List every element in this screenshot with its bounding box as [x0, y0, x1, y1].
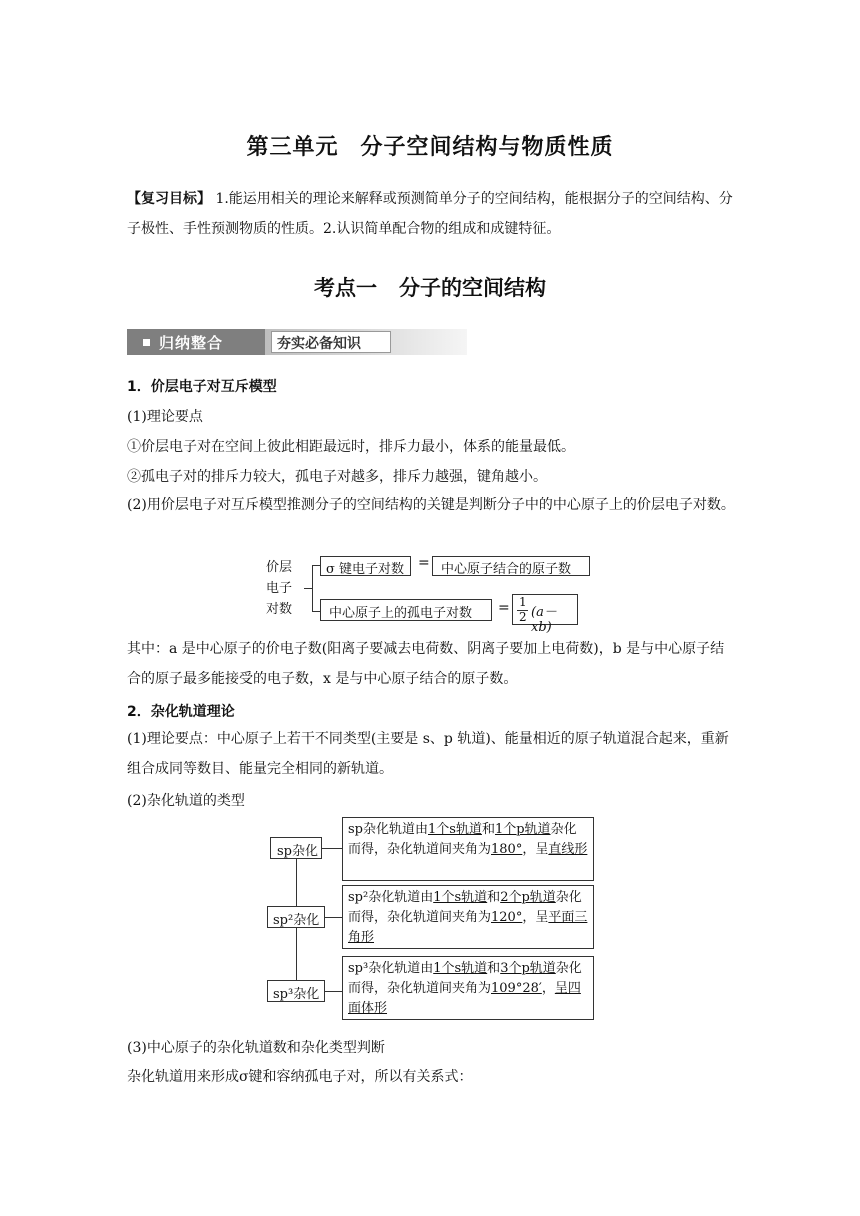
s3-p2: 杂化轨道用来形成σ键和容纳孤电子对，所以有关系式：	[127, 1069, 473, 1085]
title-unit: 第三单元	[246, 135, 339, 160]
s2-p2: (2)杂化轨道的类型	[127, 793, 245, 809]
section-banner	[127, 329, 467, 355]
formula-box	[512, 594, 578, 635]
equals-sign-2: =	[498, 600, 510, 616]
s1-heading: 1．价层电子对互斥模型	[127, 379, 277, 395]
fraction-expression: (a－xb)	[531, 605, 557, 635]
bonded-atoms-box: 中心原子结合的原子数	[432, 556, 590, 576]
s1-p2: ①价层电子对在空间上彼此相距最远时，排斥力最小，体系的能量最低。	[127, 439, 575, 455]
sp-description-box: sp杂化轨道由1个s轨道和1个p轨道杂化而得，杂化轨道间夹角为180°，呈直线形	[342, 817, 594, 881]
sp3-label-box: sp³杂化	[267, 980, 325, 1002]
sigma-bond-pairs-box: σ 键电子对数	[320, 556, 411, 576]
fraction-denominator: 2	[519, 610, 527, 624]
vsepr-diagram	[262, 553, 592, 635]
hybridization-diagram	[266, 815, 596, 1025]
review-label: 【复习目标】	[127, 191, 211, 207]
review-text: 1.能运用相关的理论来解释或预测简单分子的空间结构，能根据分子的空间结构、分子极性、手性预测物质的性质。2.认识简单配合物的组成和成键特征。	[127, 191, 733, 237]
fraction-numerator: 1	[519, 595, 527, 609]
banner-right-label: 夯实必备知识	[277, 336, 361, 352]
sp-label-box: sp杂化	[270, 837, 322, 859]
sp2-label-box: sp²杂化	[267, 906, 325, 928]
s3-p1: (3)中心原子的杂化轨道数和杂化类型判断	[127, 1040, 385, 1056]
review-goals	[127, 184, 735, 244]
equals-sign: =	[418, 555, 430, 571]
s2-heading: 2．杂化轨道理论	[127, 704, 235, 720]
sp3-description-box: sp³杂化轨道由1个s轨道和3个p轨道杂化而得，杂化轨道间夹角为109°28′，呈四面体形	[342, 956, 594, 1020]
sp2-description-box: sp²杂化轨道由1个s轨道和2个p轨道杂化而得，杂化轨道间夹角为120°，呈平面三角形	[342, 885, 594, 949]
s1-p1: (1)理论要点	[127, 409, 203, 425]
square-bullet-icon	[143, 339, 150, 346]
s1-p4: (2)用价层电子对互斥模型推测分子的空间结构的关键是判断分子中的中心原子上的价层电子对数。	[127, 497, 735, 513]
banner-left-label: 归纳整合	[159, 334, 224, 352]
diagram-left-label: 价层 电子 对数	[266, 560, 293, 617]
lone-pairs-box: 中心原子上的孤电子对数	[320, 599, 492, 621]
s1-p3: ②孤电子对的排斥力较大，孤电子对越多，排斥力越强，键角越小。	[127, 469, 547, 485]
section-number: 考点一	[314, 276, 377, 300]
s1-note: 其中：a 是中心原子的价电子数(阳离子要减去电荷数、阴离子要加上电荷数)，b 是与中心原子结合的原子最多能接受的电子数，x 是与中心原子结合的原子数。	[127, 641, 725, 687]
s2-p1: (1)理论要点：中心原子上若干不同类型(主要是 s、p 轨道)、能量相近的原子轨道混合起来，重新组合成同等数目、能量完全相同的新轨道。	[127, 731, 729, 777]
page-title	[0, 130, 860, 161]
section-topic: 分子的空间结构	[399, 276, 546, 300]
section-title	[0, 272, 860, 302]
title-topic: 分子空间结构与物质性质	[360, 135, 614, 160]
